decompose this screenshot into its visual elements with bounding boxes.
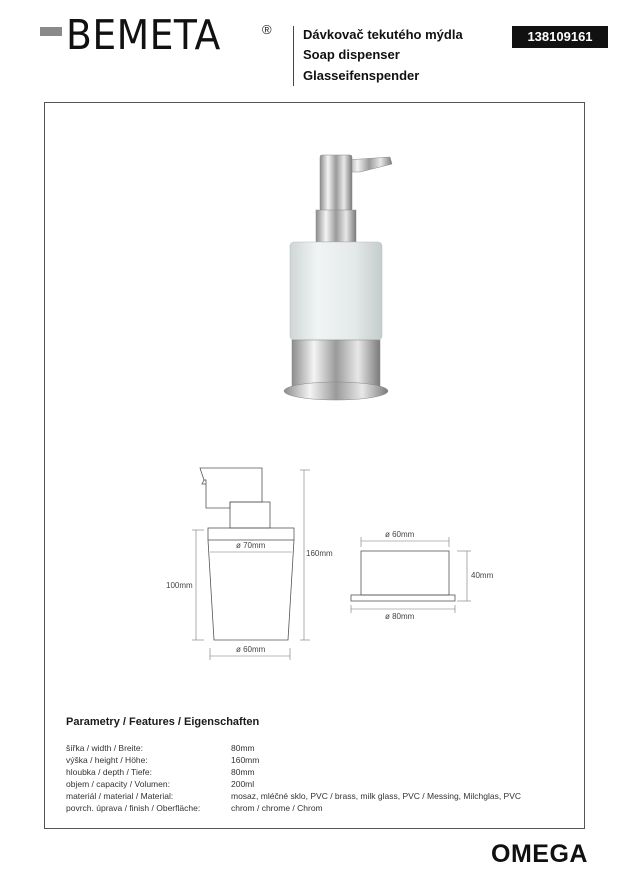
drawing-collar-outline — [230, 502, 270, 528]
logo-mark — [40, 27, 62, 36]
base-plate — [284, 382, 388, 400]
pump-nozzle — [346, 157, 392, 172]
dim-base-height: 40mm — [471, 571, 494, 580]
product-code-badge: 138109161 — [512, 26, 608, 48]
param-label: materiál / material / Material: — [66, 791, 174, 801]
product-title-en: Soap dispenser — [303, 47, 400, 62]
param-value: 80mm — [231, 743, 255, 753]
param-value: 200ml — [231, 779, 255, 789]
drawing-base-plate — [351, 595, 455, 601]
param-label: objem / capacity / Volumen: — [66, 779, 170, 789]
product-title-de: Glasseifenspender — [303, 68, 420, 83]
param-value: 160mm — [231, 755, 260, 765]
param-value: 80mm — [231, 767, 255, 777]
drawing-glass-rim — [208, 528, 294, 540]
dim-top-diameter: ø 60mm — [385, 530, 415, 539]
dim-glass-height: 100mm — [166, 581, 193, 590]
param-value: chrom / chrome / Chrom — [231, 803, 323, 813]
product-photo — [270, 150, 410, 420]
dim-glass-diameter: ø 70mm — [236, 541, 266, 550]
drawing-base-outline — [361, 551, 449, 595]
param-label: hloubka / depth / Tiefe: — [66, 767, 153, 777]
param-label: šířka / width / Breite: — [66, 743, 143, 753]
front-view-drawing — [160, 460, 350, 665]
series-name: OMEGA — [491, 840, 588, 868]
base-view-drawing — [345, 525, 505, 625]
parameters-title: Parametry / Features / Eigenschaften — [66, 716, 260, 728]
pump-collar — [316, 210, 356, 242]
dim-total-height: 160mm — [306, 549, 333, 558]
dim-bottom-diameter: ø 80mm — [385, 612, 415, 621]
registered-mark: ® — [262, 22, 272, 37]
brand-logo: BEMETA — [66, 11, 221, 59]
drawing-glass-body — [208, 540, 294, 640]
pump-head — [320, 155, 352, 211]
dim-base-diameter: ø 60mm — [236, 645, 266, 654]
header-divider — [293, 26, 294, 86]
drawing-nozzle-outline — [202, 480, 206, 484]
frosted-glass — [290, 242, 382, 340]
product-title-cs: Dávkovač tekutého mýdla — [303, 27, 463, 42]
param-label: výška / height / Höhe: — [66, 755, 148, 765]
param-value: mosaz, mléčné sklo, PVC / brass, milk glass, PVC / Messing, Milchglas, PVC — [231, 791, 522, 801]
param-label: povrch. úprava / finish / Oberfläche: — [66, 803, 201, 813]
